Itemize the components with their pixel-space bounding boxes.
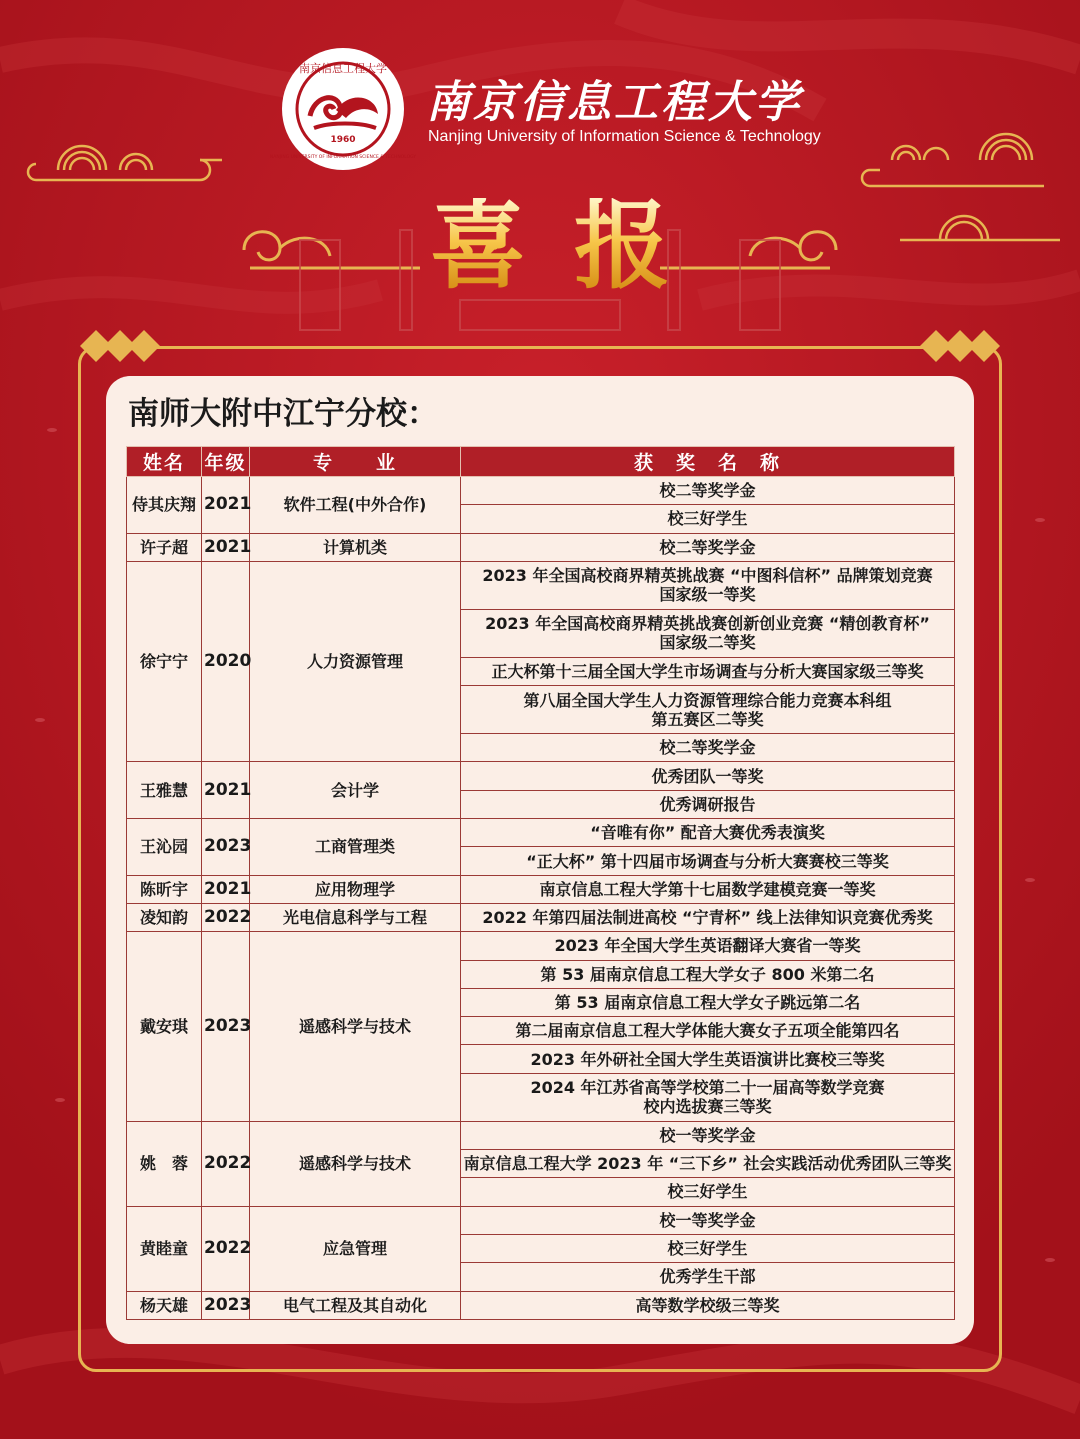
year-cell: 2023 xyxy=(202,1291,250,1319)
award-text: 第 53 届南京信息工程大学女子跳远第二名 xyxy=(554,993,861,1012)
university-name-cn: 南京信息工程大学 xyxy=(426,77,802,128)
awards-table xyxy=(126,446,955,1320)
award-cell xyxy=(461,1291,955,1319)
header-major: 专 业 xyxy=(250,447,461,477)
award-text: 正大杯第十三届全国大学生市场调查与分析大赛国家级三等奖 xyxy=(491,662,924,682)
major-cell: 光电信息科学与工程 xyxy=(250,903,461,931)
award-text: 南京信息工程大学 2023 年 “三下乡” 社会实践活动优秀团队三等奖 xyxy=(463,1154,952,1174)
award-text: 2023 年全国高校商界精英挑战赛创新创业竞赛 “精创教育杯” 国家级二等奖 xyxy=(485,614,930,653)
major-cell: 人力资源管理 xyxy=(250,561,461,762)
table-header-row xyxy=(127,447,955,477)
university-seal-logo xyxy=(269,46,417,172)
table-row xyxy=(127,533,955,561)
major-cell: 软件工程(中外合作) xyxy=(250,477,461,534)
seal-text-cn: 南京信息工程大学 xyxy=(299,62,387,75)
major-cell: 工商管理类 xyxy=(250,819,461,876)
student-name-cell: 戴安琪 xyxy=(127,932,202,1121)
major-cell: 遥感科学与技术 xyxy=(250,1121,461,1206)
award-text: 2023 年全国大学生英语翻译大赛省一等奖 xyxy=(554,936,861,956)
award-text: “音唯有你” 配音大赛优秀表演奖 xyxy=(590,823,825,843)
award-cell xyxy=(461,762,955,790)
award-text: 2022 年第四届法制进高校 “宁青杯” 线上法律知识竞赛优秀奖 xyxy=(482,908,933,928)
university-name-en: Nanjing University of Information Science & Technology xyxy=(428,128,821,145)
award-cell xyxy=(461,1234,955,1262)
award-cell xyxy=(461,477,955,505)
seal-year: 1960 xyxy=(330,135,356,145)
major-cell: 应急管理 xyxy=(250,1206,461,1291)
year-cell: 2020 xyxy=(202,561,250,762)
award-text: 第二届南京信息工程大学体能大赛女子五项全能第四名 xyxy=(515,1021,900,1041)
poster-header xyxy=(0,0,1080,340)
year-cell: 2021 xyxy=(202,533,250,561)
award-cell xyxy=(461,1017,955,1045)
table-row xyxy=(127,1121,955,1149)
award-text: 校二等奖学金 xyxy=(659,537,756,557)
school-heading: 南师大附中江宁分校： xyxy=(128,396,438,432)
award-text: “正大杯” 第十四届市场调查与分析大赛赛校三等奖 xyxy=(526,851,889,871)
header-award: 获 奖 名 称 xyxy=(461,447,955,477)
student-name-cell: 徐宁宁 xyxy=(127,561,202,762)
award-cell xyxy=(461,657,955,685)
seal-text-en: NANJING UNIVERSITY OF INFORMATION SCIENCE & TECHNOLOGY xyxy=(269,155,417,160)
award-cell xyxy=(461,903,955,931)
award-text: 校一等奖学金 xyxy=(659,1210,756,1230)
award-cell xyxy=(461,505,955,533)
year-cell: 2023 xyxy=(202,932,250,1121)
award-text: 优秀学生干部 xyxy=(659,1267,756,1287)
student-name-cell: 凌知韵 xyxy=(127,903,202,931)
award-text: 2024 年江苏省高等学校第二十一届高等数学竞赛 校内选拔赛三等奖 xyxy=(530,1078,885,1117)
award-cell xyxy=(461,1121,955,1149)
awards-table-body xyxy=(127,477,955,1320)
title-char-xi: 喜 xyxy=(430,189,526,302)
award-cell xyxy=(461,847,955,875)
award-text: 校二等奖学金 xyxy=(659,481,756,501)
award-cell xyxy=(461,533,955,561)
award-text: 校三好学生 xyxy=(667,509,748,529)
award-text: 校三好学生 xyxy=(667,1182,748,1202)
award-text: 优秀调研报告 xyxy=(659,794,756,814)
table-row xyxy=(127,1291,955,1319)
award-cell xyxy=(461,1073,955,1121)
student-name-cell: 陈昕宇 xyxy=(127,875,202,903)
award-text: 南京信息工程大学第十七届数学建模竞赛一等奖 xyxy=(539,879,876,899)
award-cell xyxy=(461,1263,955,1291)
award-cell xyxy=(461,1150,955,1178)
major-cell: 会计学 xyxy=(250,762,461,819)
year-cell: 2021 xyxy=(202,762,250,819)
award-cell xyxy=(461,932,955,960)
award-cell xyxy=(461,734,955,762)
award-text: 2023 年全国高校商界精英挑战赛 “中图科信杯” 品牌策划竞赛 国家级一等奖 xyxy=(482,566,933,605)
award-cell xyxy=(461,1178,955,1206)
award-text: 2023 年外研社全国大学生英语演讲比赛校三等奖 xyxy=(530,1049,885,1069)
award-cell xyxy=(461,686,955,734)
table-row xyxy=(127,932,955,960)
year-cell: 2021 xyxy=(202,477,250,534)
student-name-cell: 王雅慧 xyxy=(127,762,202,819)
major-cell: 电气工程及其自动化 xyxy=(250,1291,461,1319)
award-cell xyxy=(461,1206,955,1234)
student-name-cell: 姚 蓉 xyxy=(127,1121,202,1206)
year-cell: 2023 xyxy=(202,819,250,876)
student-name-cell: 许子超 xyxy=(127,533,202,561)
award-cell xyxy=(461,609,955,657)
award-cell xyxy=(461,819,955,847)
year-cell: 2022 xyxy=(202,1206,250,1291)
award-text: 高等数学校级三等奖 xyxy=(635,1295,780,1315)
award-text: 第 53 届南京信息工程大学女子 800 米第二名 xyxy=(540,964,875,984)
award-text: 校三好学生 xyxy=(667,1239,748,1259)
award-text: 校一等奖学金 xyxy=(659,1125,756,1145)
major-cell: 遥感科学与技术 xyxy=(250,932,461,1121)
major-cell: 计算机类 xyxy=(250,533,461,561)
award-cell xyxy=(461,988,955,1016)
major-cell: 应用物理学 xyxy=(250,875,461,903)
table-row xyxy=(127,903,955,931)
award-cell xyxy=(461,1045,955,1073)
award-cell xyxy=(461,960,955,988)
table-row xyxy=(127,875,955,903)
award-text: 第八届全国大学生人力资源管理综合能力竞赛本科组 第五赛区二等奖 xyxy=(523,690,892,729)
poster-title xyxy=(430,186,670,306)
table-row xyxy=(127,477,955,505)
table-row xyxy=(127,1206,955,1234)
year-cell: 2022 xyxy=(202,903,250,931)
header-name: 姓名 xyxy=(127,447,202,477)
award-text: 优秀团队一等奖 xyxy=(651,766,764,786)
table-row xyxy=(127,819,955,847)
student-name-cell: 黄睦童 xyxy=(127,1206,202,1291)
year-cell: 2021 xyxy=(202,875,250,903)
title-char-bao: 报 xyxy=(574,189,670,302)
student-name-cell: 侍其庆翔 xyxy=(127,477,202,534)
header-year: 年级 xyxy=(202,447,250,477)
student-name-cell: 杨天雄 xyxy=(127,1291,202,1319)
award-cell xyxy=(461,790,955,818)
year-cell: 2022 xyxy=(202,1121,250,1206)
student-name-cell: 王沁园 xyxy=(127,819,202,876)
table-row xyxy=(127,561,955,609)
table-row xyxy=(127,762,955,790)
award-cell xyxy=(461,561,955,609)
award-cell xyxy=(461,875,955,903)
award-text: 校二等奖学金 xyxy=(659,738,756,758)
